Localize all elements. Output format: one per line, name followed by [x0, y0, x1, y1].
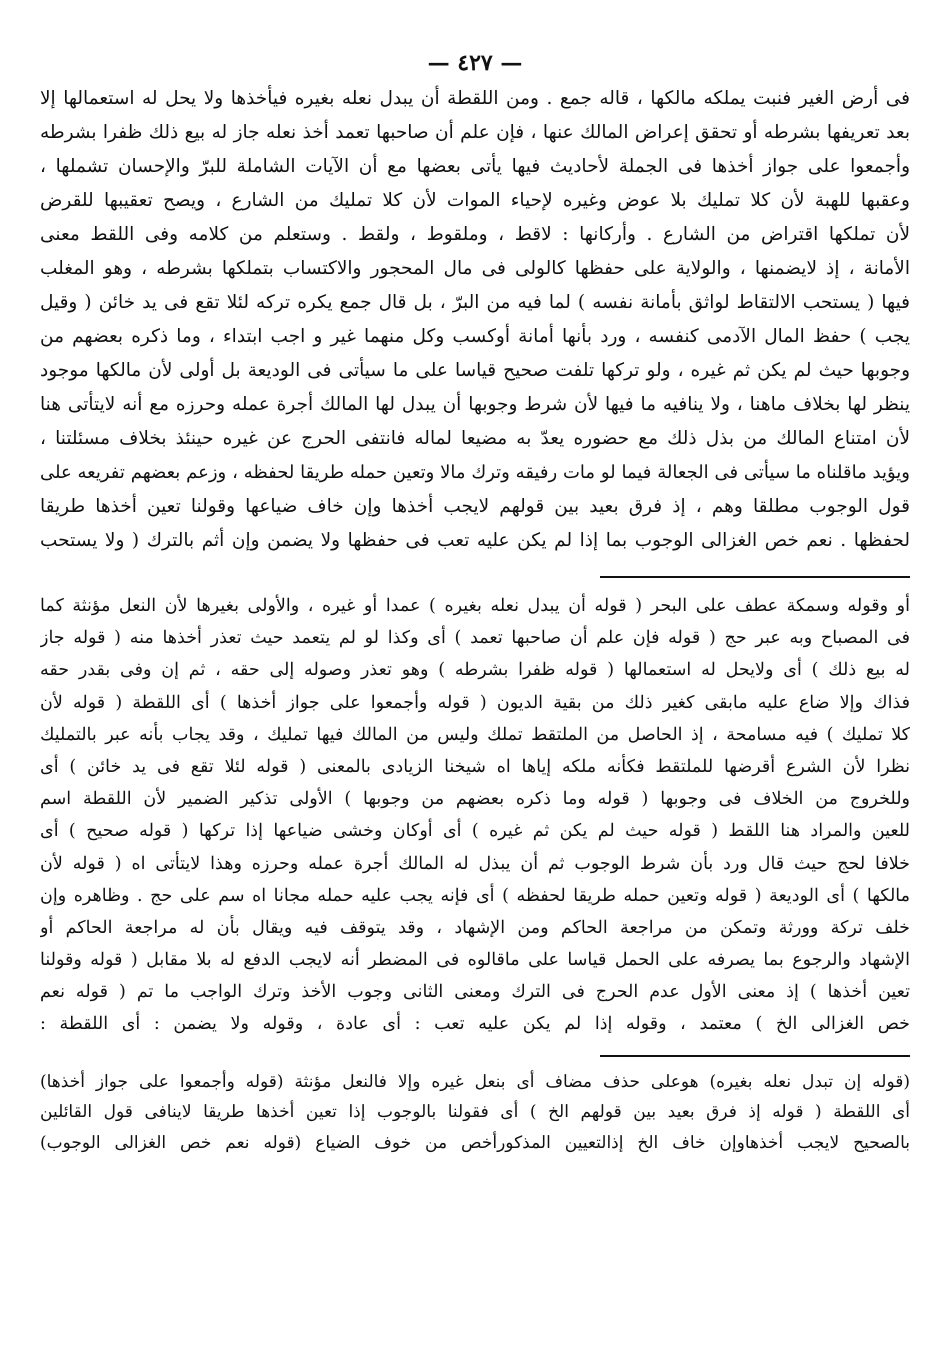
commentary-line: كلا تمليك ) فيه مسامحة ، إذ الحاصل من الملتقط تملك وليس من المالك فيها تمليك ، وقد يجاب بأنه عبر بالتمليك: [40, 724, 910, 745]
main-text: [40, 82, 910, 558]
commentary-line: فذاك وإلا ضاع عليه مابقى كغير ذلك من بقية الديون ( قوله وأجمعوا على جواز أخذها ) أى اللقطة ( قوله لأن: [40, 692, 910, 713]
commentary-line: أو وقوله وسمكة عطف على البحر ( قوله أن يبدل نعله بغيره ) عمدا أو غيره ، والأولى بغيرها لأن النعل مؤنثة كما: [40, 596, 910, 616]
main-text-line: وأجمعوا على جواز أخذها فى الجملة لأحاديث فيها يأتى بعضها مع أن الآيات الشاملة للبرّ والإحسان تشملها ،: [40, 156, 910, 177]
main-text-line: وجوبها حيث لم يكن ثم غيره ، ولو تركها تلفت صحيح قياسا على ما سيأتى فى الوديعة بل أولى لأن مالكها موجود: [40, 360, 910, 381]
commentary-line: (قوله إن تبدل نعله بغيره) هوعلى حذف مضاف أى بنعل غيره وإلا فالنعل مؤنثة (قوله وأجمعوا على جواز أخذها): [40, 1071, 910, 1092]
main-text-line: ويؤيد ماقلناه ما سيأتى فى الجعالة فيما لو مات رفيقه وترك مالا وتعين حمله طريقا لحفظه ، وزعم بعضهم تفريعه على: [40, 462, 910, 483]
main-text-line: الأمانة ، إذ لايضمنها ، والولاية على حفظها كالولى فى مال المحجور والاكتساب بتملكها بشرطه ، وهو المغلب: [40, 258, 910, 279]
commentary-line: تعين أخذها ) إذ معنى الأول عدم الحرج فى الترك ومعنى الثانى وجوب الأخذ وترك الواجب ما تم ( قوله نعم: [40, 982, 910, 1003]
commentary-line: خلف تركة وورثة وتمكن من مراجعة الحاكم ومن الإشهاد ، وقد يتوقف فيه ويقال بأن له مراجعة الحاكم أو: [40, 917, 910, 938]
commentary-line: الإشهاد والرجوع بما يصرفه على الحمل قياسا على ماقالوه فى المضطر أنه لايجب الدفع له بلا مقابل ( قوله وقولنا: [40, 950, 910, 971]
commentary-line: مالكها ) أى الوديعة ( قوله وتعين حمله طريقا لحفظه ) أى فإنه يجب عليه حمله مجانا اه سم على حج . وظاهره وإن: [40, 885, 910, 906]
commentary-line: أى اللقطة ( قوله إذ فرق بعيد بين قولهم الخ ) أى فقولنا بالوجوب إذا تعين أخذها طريقا لاينافى قول القائلين: [40, 1102, 910, 1123]
commentary-line: خص الغزالى الخ ) معتمد ، وقوله إذا لم يكن عليه تعب : أى عادة ، وقوله ولا يضمن : أى اللقطة :: [40, 1014, 910, 1035]
commentary-line: خلافا لحج حيث قال ورد بأن شرط الوجوب ثم أن يبذل له المالك أجرة عمله وحرزه وهذا لايتأتى اه ( قوله لأن: [40, 853, 910, 874]
main-text-line: يجب ) حفظ المال الآدمى كنفسه ، ورد بأنها أمانة أوكسب وكل منهما غير و اجب ابتداء ، وما ذكره بعضهم من: [40, 326, 910, 347]
main-text-line: وعقبها للهبة لأن كلا تمليك بلا عوض وغيره لإحياء الموات لأن كلا تمليك من الشارع ، ويصح تعقيبها للقرض: [40, 190, 910, 211]
commentary-line: فى المصباح وبه عبر حج ( قوله فإن علم أن صاحبها تعمد ) أى وكذا لو لم يتعمد حيث تعذر أخذها منه ( قوله جاز: [40, 628, 910, 649]
main-text-line: لحفظها . نعم خص الغزالى الوجوب بما إذا لم يكن عليه تعب فى حفظها ولا يضمن وإن أثم بالترك ( ولا يستحب: [40, 530, 910, 551]
commentary-line: نظرا لأن الشرع أقرضها للملتقط فكأنه ملكه إياها اه شيخنا الزيادى بالمعنى ( قوله لئلا تقع فى يد خائن ) أى: [40, 756, 910, 777]
commentary-line: له بيع ذلك ) أى ولايحل له استعمالها ( قوله ظفرا بشرطه ) وهو تعذر وصوله إلى حقه ، ثم إن وفى بقدر حقه: [40, 660, 910, 681]
main-text-line: ينظر لها بخلاف ماهنا ، ولا ينافيه ما فيها لأن شرط وجوبها أن يبدل لها المالك أجرة عمله وحرزه مع أنه لايتأتى هنا: [40, 394, 910, 415]
commentary-line: بالصحيح لايجب أخذهاوإن خاف الخ إذالتعيين المذكورأخص من خوف الضياع (قوله نعم خص الغزالى الوجوب): [40, 1132, 910, 1153]
separator-rule: [600, 576, 910, 578]
commentary-line: وللخروج من الخلاف فى وجوبها ( قوله وما ذكره بعضهم من وجوبها ) الأولى تذكير الضمير لأن اللقطة اسم: [40, 789, 910, 810]
main-text-line: لأن تملكها اقتراض من الشارع . وأركانها : لاقط ، وملقوط ، ولقط . وستعلم من كلامه وفى اللقط معنى: [40, 224, 910, 245]
main-text-line: لأن امتناع المالك من بذل ذلك مع حضوره يعدّ به مضيعا لماله فانتفى الحرج عن غيره حينئذ بخلاف مسئلتنا ،: [40, 428, 910, 449]
main-text-line: قول الوجوب مطلقا وهم ، إذ فرق بعيد بين قولهم لايجب أخذها وإن خاف ضياعها وقولنا تعين أخذها طريقا: [40, 496, 910, 517]
hashiya-commentary-1: [40, 590, 910, 1041]
main-text-line: فى أرض الغير فنبت يملكه مالكها ، قاله جمع . ومن اللقطة أن يبدل نعله بغيره فيأخذها ولا يحل له استعمالها إلا: [40, 88, 910, 109]
main-text-line: فيها ( يستحب الالتقاط لواثق بأمانة نفسه ) لما فيه من البرّ ، بل قال جمع يكره تركه لئلا تقع فى يد خائن ( وقيل: [40, 292, 910, 313]
separator-rule: [600, 1055, 910, 1057]
commentary-line: للعين والمراد هنا اللقط ( قوله حيث لم يكن ثم غيره ) أى أوكان وخشى ضياعها إذا تركها ( قوله صحيح ) أى: [40, 821, 910, 842]
page-number: — ٤٢٧ —: [427, 50, 523, 76]
book-page: [40, 0, 910, 1158]
main-text-line: بعد تعريفها بشرطه أو تحقق إعراض المالك عنها ، فإن علم أن صاحبها تعمد أخذ نعله جاز له بيع ذلك ظفرا بشرطه: [40, 122, 910, 143]
hashiya-commentary-2: [40, 1067, 910, 1159]
